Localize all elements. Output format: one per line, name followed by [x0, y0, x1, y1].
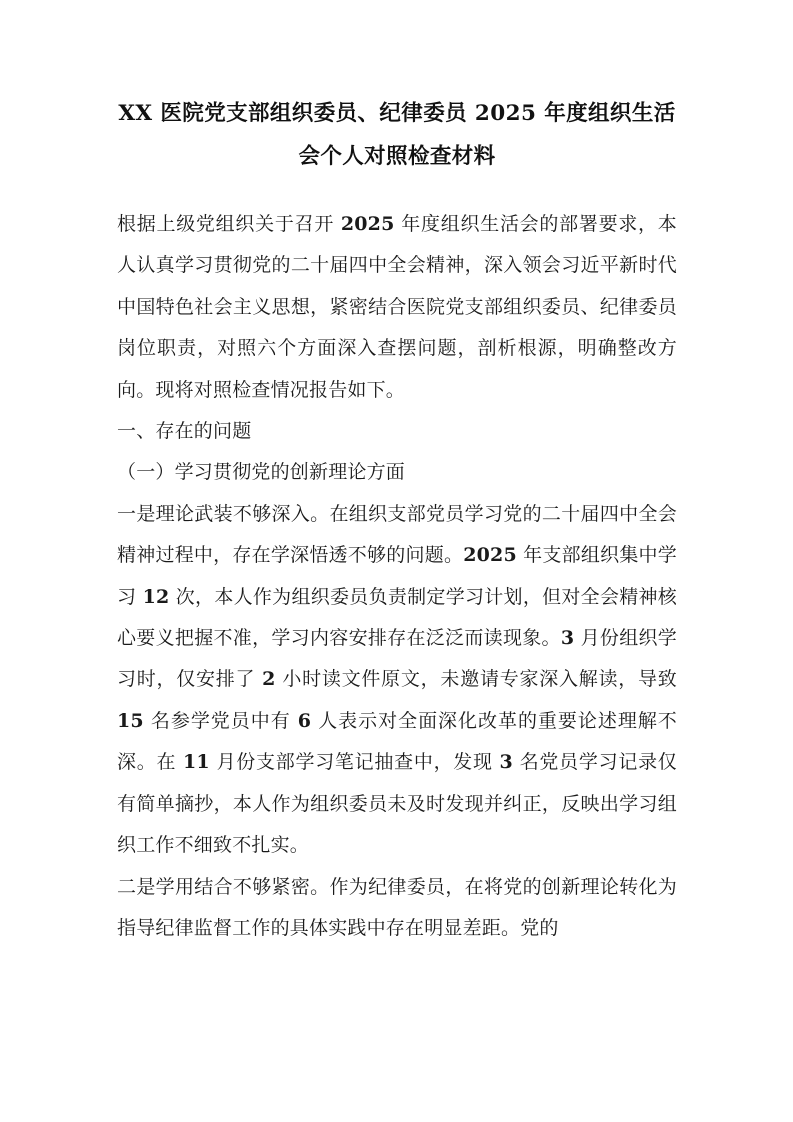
document-content [117, 92, 677, 1069]
page-title: XX 医院党支部组织委员、纪律委员 2025 年度组织生活会个人对照检查材料 [118, 101, 676, 169]
page-bottom-margin [117, 949, 677, 1069]
paragraph-point-two: 二是学用结合不够紧密。作为纪律委员，在将党的创新理论转化为指导纪律监督工作的具体实践中存在明显差距。党的 [117, 875, 677, 939]
paragraph-preamble: 根据上级党组织关于召开 2025 年度组织生活会的部署要求，本人认真学习贯彻党的二十届四中全会精神，深入领会习近平新时代中国特色社会主义思想，紧密结合医院党支部组织委员、纪律委员岗位职责，对照六个方面深入查摆问题，剖析根源，明确整改方向。现将对照检查情况报告如下。 [117, 213, 677, 401]
subsection-heading-theory-study: （一）学习贯彻党的创新理论方面 [117, 461, 406, 484]
paragraph-point-one: 一是理论武装不够深入。在组织支部党员学习党的二十届四中全会精神过程中，存在学深悟透不够的问题。2025 年支部组织集中学习 12 次，本人作为组织委员负责制定学习计划，但对全会精神核心要义把握不准，学习内容安排存在泛泛而读现象。3 月份组织学习时，仅安排了 2 小时读文件原文，未邀请专家深入解读，导致 15 名参学党员中有 6 人表示对全面深化改革的重要论述理解不深。在 11 月份支部学习笔记抽查中，发现 3 名党员学习记录仅有简单摘抄，本人作为组织委员未及时发现并纠正，反映出学习组织工作不细致不扎实。 [117, 502, 677, 857]
section-heading-existing-problems: 一、存在的问题 [117, 420, 252, 443]
